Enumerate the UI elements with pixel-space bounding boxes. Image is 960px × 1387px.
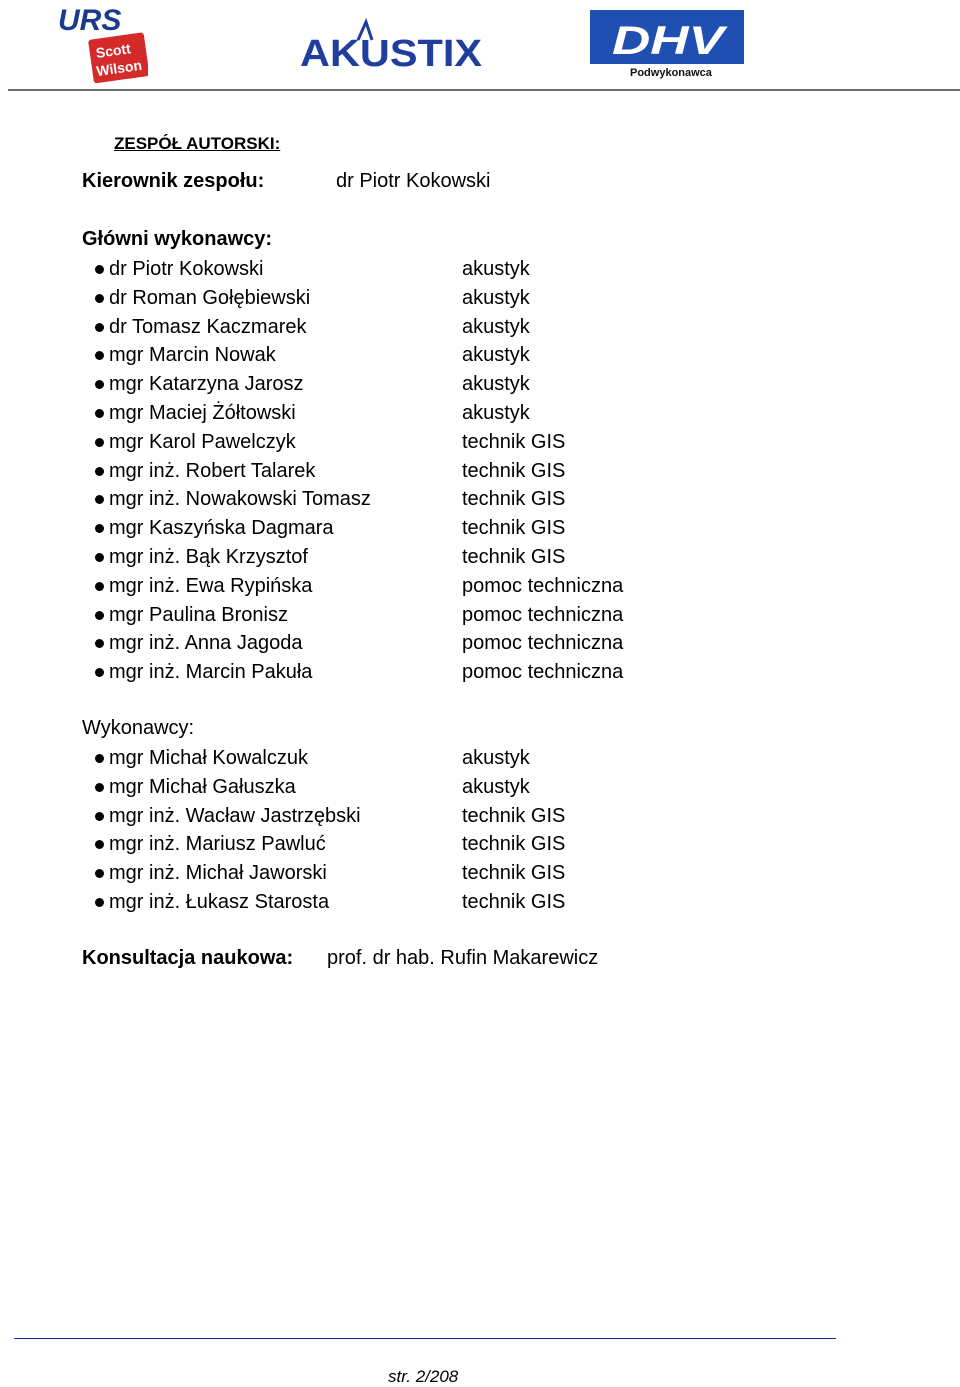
person-name: mgr Karol Pawelczyk (109, 430, 296, 453)
bullet-icon (95, 265, 104, 274)
main-contractors-heading: Główni wykonawcy: (82, 228, 273, 250)
bullet-icon (95, 668, 104, 677)
person-name: mgr inż. Wacław Jastrzębski (109, 804, 361, 827)
list-item (82, 514, 722, 543)
akustix-logo (300, 18, 485, 70)
bullet-icon (95, 467, 104, 476)
urs-scott-wilson-logo (58, 4, 148, 90)
bullet-icon (95, 553, 104, 562)
list-item (82, 313, 722, 342)
person-name: dr Roman Gołębiewski (109, 286, 311, 309)
person-role: technik GIS (462, 517, 566, 540)
bullet-icon (95, 495, 104, 504)
bullet-icon (95, 524, 104, 533)
person-name: mgr Marcin Nowak (109, 344, 276, 367)
dhv-caption: Podwykonawca (630, 67, 712, 79)
person-role: technik GIS (462, 862, 566, 885)
person-name: mgr inż. Mariusz Pawluć (109, 833, 326, 856)
list-item (82, 428, 722, 457)
person-name: mgr Michał Kowalczuk (109, 747, 308, 769)
dhv-logo-text: DHV (612, 19, 729, 63)
person-role: technik GIS (462, 459, 566, 482)
consultation-label: Konsultacja naukowa: (82, 947, 294, 969)
bullet-icon (95, 869, 104, 878)
list-item (82, 802, 722, 831)
person-role: pomoc techniczna (462, 661, 624, 684)
list-item (82, 485, 722, 514)
team-leader-name: dr Piotr Kokowski (336, 170, 491, 192)
person-role: technik GIS (462, 804, 566, 827)
person-name: mgr Michał Gałuszka (109, 775, 296, 798)
urs-logo-text: URS (58, 4, 122, 37)
person-role: technik GIS (462, 430, 566, 453)
contractors-list (82, 744, 722, 917)
bullet-icon (95, 783, 104, 792)
wilson-logo-text: Wilson (95, 56, 143, 80)
list-item (82, 370, 722, 399)
list-item (82, 341, 722, 370)
person-role: akustyk (462, 344, 530, 367)
person-name: mgr inż. Anna Jagoda (109, 632, 303, 655)
page-header (0, 0, 960, 95)
person-name: mgr inż. Łukasz Starosta (109, 890, 330, 913)
page-number: str. 2/208 (388, 1367, 459, 1386)
bullet-icon (95, 754, 104, 763)
bullet-icon (95, 898, 104, 907)
person-role: akustyk (462, 258, 530, 280)
list-item (82, 830, 722, 859)
list-item (82, 572, 722, 601)
person-role: technik GIS (462, 488, 566, 511)
scott-logo-text: Scott (94, 40, 132, 61)
contractors-heading: Wykonawcy: (82, 717, 195, 739)
person-name: mgr inż. Michał Jaworski (109, 862, 327, 885)
person-name: mgr Paulina Bronisz (109, 603, 288, 626)
person-name: mgr inż. Robert Talarek (109, 459, 316, 482)
person-role: akustyk (462, 286, 530, 309)
list-item (82, 457, 722, 486)
bullet-icon (95, 351, 104, 360)
list-item (82, 543, 722, 572)
section-title: ZESPÓŁ AUTORSKI: (114, 134, 281, 153)
bullet-icon (95, 812, 104, 821)
list-item (82, 255, 722, 284)
bullet-icon (95, 582, 104, 591)
list-item (82, 629, 722, 658)
person-name: mgr inż. Nowakowski Tomasz (109, 488, 371, 511)
list-item (82, 773, 722, 802)
bullet-icon (95, 380, 104, 389)
consultation-name: prof. dr hab. Rufin Makarewicz (327, 947, 599, 969)
person-name: mgr Kaszyńska Dagmara (109, 517, 334, 540)
list-item (82, 744, 722, 773)
bullet-icon (95, 409, 104, 418)
person-role: pomoc techniczna (462, 632, 624, 655)
main-contractors-list (82, 255, 722, 687)
team-leader-label: Kierownik zespołu: (82, 170, 265, 192)
bullet-icon (95, 639, 104, 648)
bullet-icon (95, 294, 104, 303)
dhv-logo (590, 10, 746, 80)
person-role: akustyk (462, 401, 530, 424)
bullet-icon (95, 323, 104, 332)
person-role: technik GIS (462, 890, 566, 913)
person-name: mgr inż. Ewa Rypińska (109, 574, 313, 597)
list-item (82, 399, 722, 428)
person-name: dr Piotr Kokowski (109, 258, 264, 280)
bullet-icon (95, 840, 104, 849)
list-item (82, 284, 722, 313)
person-name: mgr Katarzyna Jarosz (109, 373, 304, 396)
bullet-icon (95, 438, 104, 447)
person-role: pomoc techniczna (462, 603, 624, 626)
bullet-icon (95, 611, 104, 620)
person-role: akustyk (462, 373, 530, 396)
person-role: akustyk (462, 747, 530, 769)
list-item (82, 859, 722, 888)
person-name: dr Tomasz Kaczmarek (109, 315, 307, 338)
list-item (82, 888, 722, 917)
person-role: technik GIS (462, 545, 566, 568)
list-item (82, 601, 722, 630)
person-role: pomoc techniczna (462, 574, 624, 597)
akustix-logo-text: AKUSTIX (300, 33, 483, 70)
footer-divider (14, 1338, 836, 1339)
list-item (82, 658, 722, 687)
person-name: mgr Maciej Żółtowski (109, 401, 296, 424)
person-role: akustyk (462, 775, 530, 798)
person-name: mgr inż. Bąk Krzysztof (109, 545, 308, 568)
person-name: mgr inż. Marcin Pakuła (109, 661, 313, 684)
person-role: akustyk (462, 315, 530, 338)
header-divider (8, 89, 960, 91)
person-role: technik GIS (462, 833, 566, 856)
